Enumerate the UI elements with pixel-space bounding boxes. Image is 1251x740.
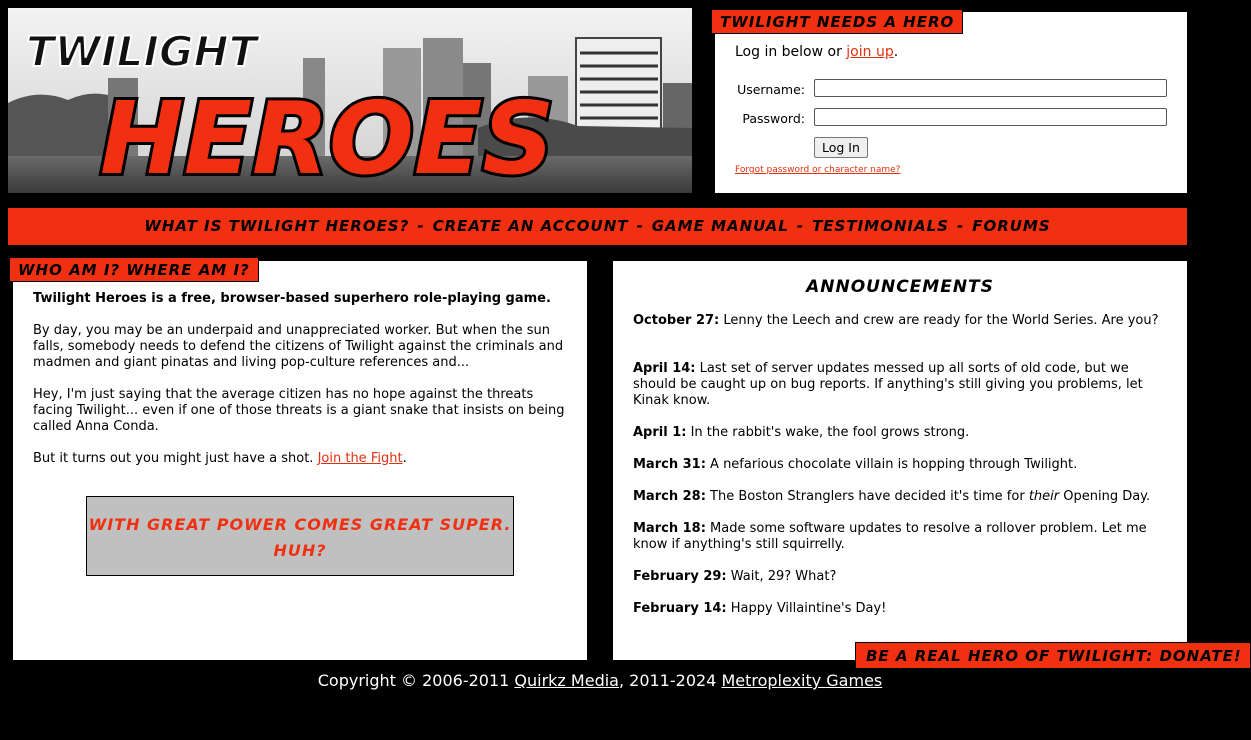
login-intro-suffix: . [893,44,899,60]
login-tag: TWILIGHT NEEDS A HERO [711,9,963,34]
donate-link[interactable]: BE A REAL HERO OF TWILIGHT: DONATE! [855,642,1251,669]
nav-item[interactable]: TESTIMONIALS [812,217,949,235]
announcements-panel [613,261,1187,660]
forgot-password-link[interactable]: Forgot password or character name? [735,165,901,175]
banner-skyline-image [8,8,692,197]
announcement-date: April 14: [633,361,696,376]
announcement-text: The Boston Stranglers have decided it's time for [705,489,1029,504]
nav-separator: - [636,217,644,235]
intro-panel [13,261,587,660]
announcement-text: Happy Villaintine's Day! [726,601,887,616]
announcement-date: February 29: [633,569,727,584]
footer [0,671,1200,690]
nav-item[interactable]: WHAT IS TWILIGHT HEROES? [144,217,410,235]
nav-separator: - [796,217,805,235]
intro-paragraph-3-suffix: . [402,451,407,466]
announcement-text: Made some software updates to resolve a rollover problem. Let me know if anything's still squirrelly. [633,521,1147,552]
intro-tag: WHO AM I? WHERE AM I? [9,257,259,282]
site-banner [8,8,692,197]
announcement-text: In the rabbit's wake, the fool grows strong. [686,425,970,440]
nav-separator: - [417,217,425,235]
intro-bold-text: Twilight Heroes is a free, browser-based superhero role-playing game. [33,291,551,306]
announcement-item [633,361,1173,409]
announcement-date: March 28: [633,489,706,504]
login-intro-text: Log in below or [735,44,847,60]
tagline-line-2: HUH? [273,541,327,560]
copyright-middle: , 2011-2024 [618,671,722,690]
announcement-text: Last set of server updates messed up all sorts of old code, but we should be caught up on bug reports. If anything's still giving you problems, let Kinak know. [633,361,1143,408]
intro-paragraph-3 [33,451,573,467]
tagline-box [86,496,514,576]
copyright-text: Copyright © 2006-2011 [317,671,515,690]
announcement-date: March 18: [633,521,706,536]
announcements-title: ANNOUNCEMENTS [806,277,994,297]
nav-item[interactable]: CREATE AN ACCOUNT [432,217,629,235]
nav-separator: - [956,217,965,235]
announcement-item [633,313,1173,329]
join-up-link[interactable]: join up [846,44,894,60]
announcement-date: February 14: [633,601,727,616]
login-intro [735,44,898,60]
announcement-date: March 31: [633,457,706,472]
announcement-item [633,569,1173,585]
announcement-text: A nefarious chocolate villain is hopping through Twilight. [705,457,1078,472]
announcement-item [633,425,1173,441]
nav-item[interactable]: GAME MANUAL [651,217,789,235]
tagline-line-1: WITH GREAT POWER COMES GREAT SUPER. [88,515,512,534]
intro-paragraph-2: Hey, I'm just saying that the average citizen has no hope against the threats facing Twilight... even if one of those threats is a giant snake that insists on being called Anna Conda. [33,387,565,434]
announcement-text: Opening Day. [1059,489,1151,504]
quirkz-media-link[interactable]: Quirkz Media [514,671,619,690]
announcement-item [633,457,1173,473]
announcement-text: Wait, 29? What? [726,569,837,584]
intro-paragraph-1: By day, you may be an underpaid and unappreciated worker. But when the sun falls, somebody needs to defend the citizens of Twilight against the criminals and madmen and giant pinatas and living pop-culture references and... [33,323,564,370]
password-input[interactable] [814,108,1167,126]
announcement-item [633,601,1173,617]
password-label: Password: [742,111,805,126]
announcement-item [633,521,1173,553]
banner-title-top: TWILIGHT [26,27,258,76]
announcement-text: Lenny the Leech and crew are ready for the World Series. Are you? [719,313,1159,328]
announcement-text: their [1028,489,1060,504]
login-panel [715,12,1187,193]
username-label: Username: [737,82,805,97]
announcement-item [633,489,1173,505]
announcement-date: April 1: [633,425,687,440]
main-nav [8,208,1187,245]
metroplexity-games-link[interactable]: Metroplexity Games [721,671,883,690]
login-button[interactable]: Log In [814,137,868,158]
join-the-fight-link[interactable]: Join the Fight [317,451,403,466]
username-input[interactable] [814,79,1167,97]
intro-paragraph-3-text: But it turns out you might just have a shot. [33,451,318,466]
announcement-date: October 27: [633,313,720,328]
nav-item[interactable]: FORUMS [972,217,1051,235]
banner-title-main: HEROES [100,80,555,197]
